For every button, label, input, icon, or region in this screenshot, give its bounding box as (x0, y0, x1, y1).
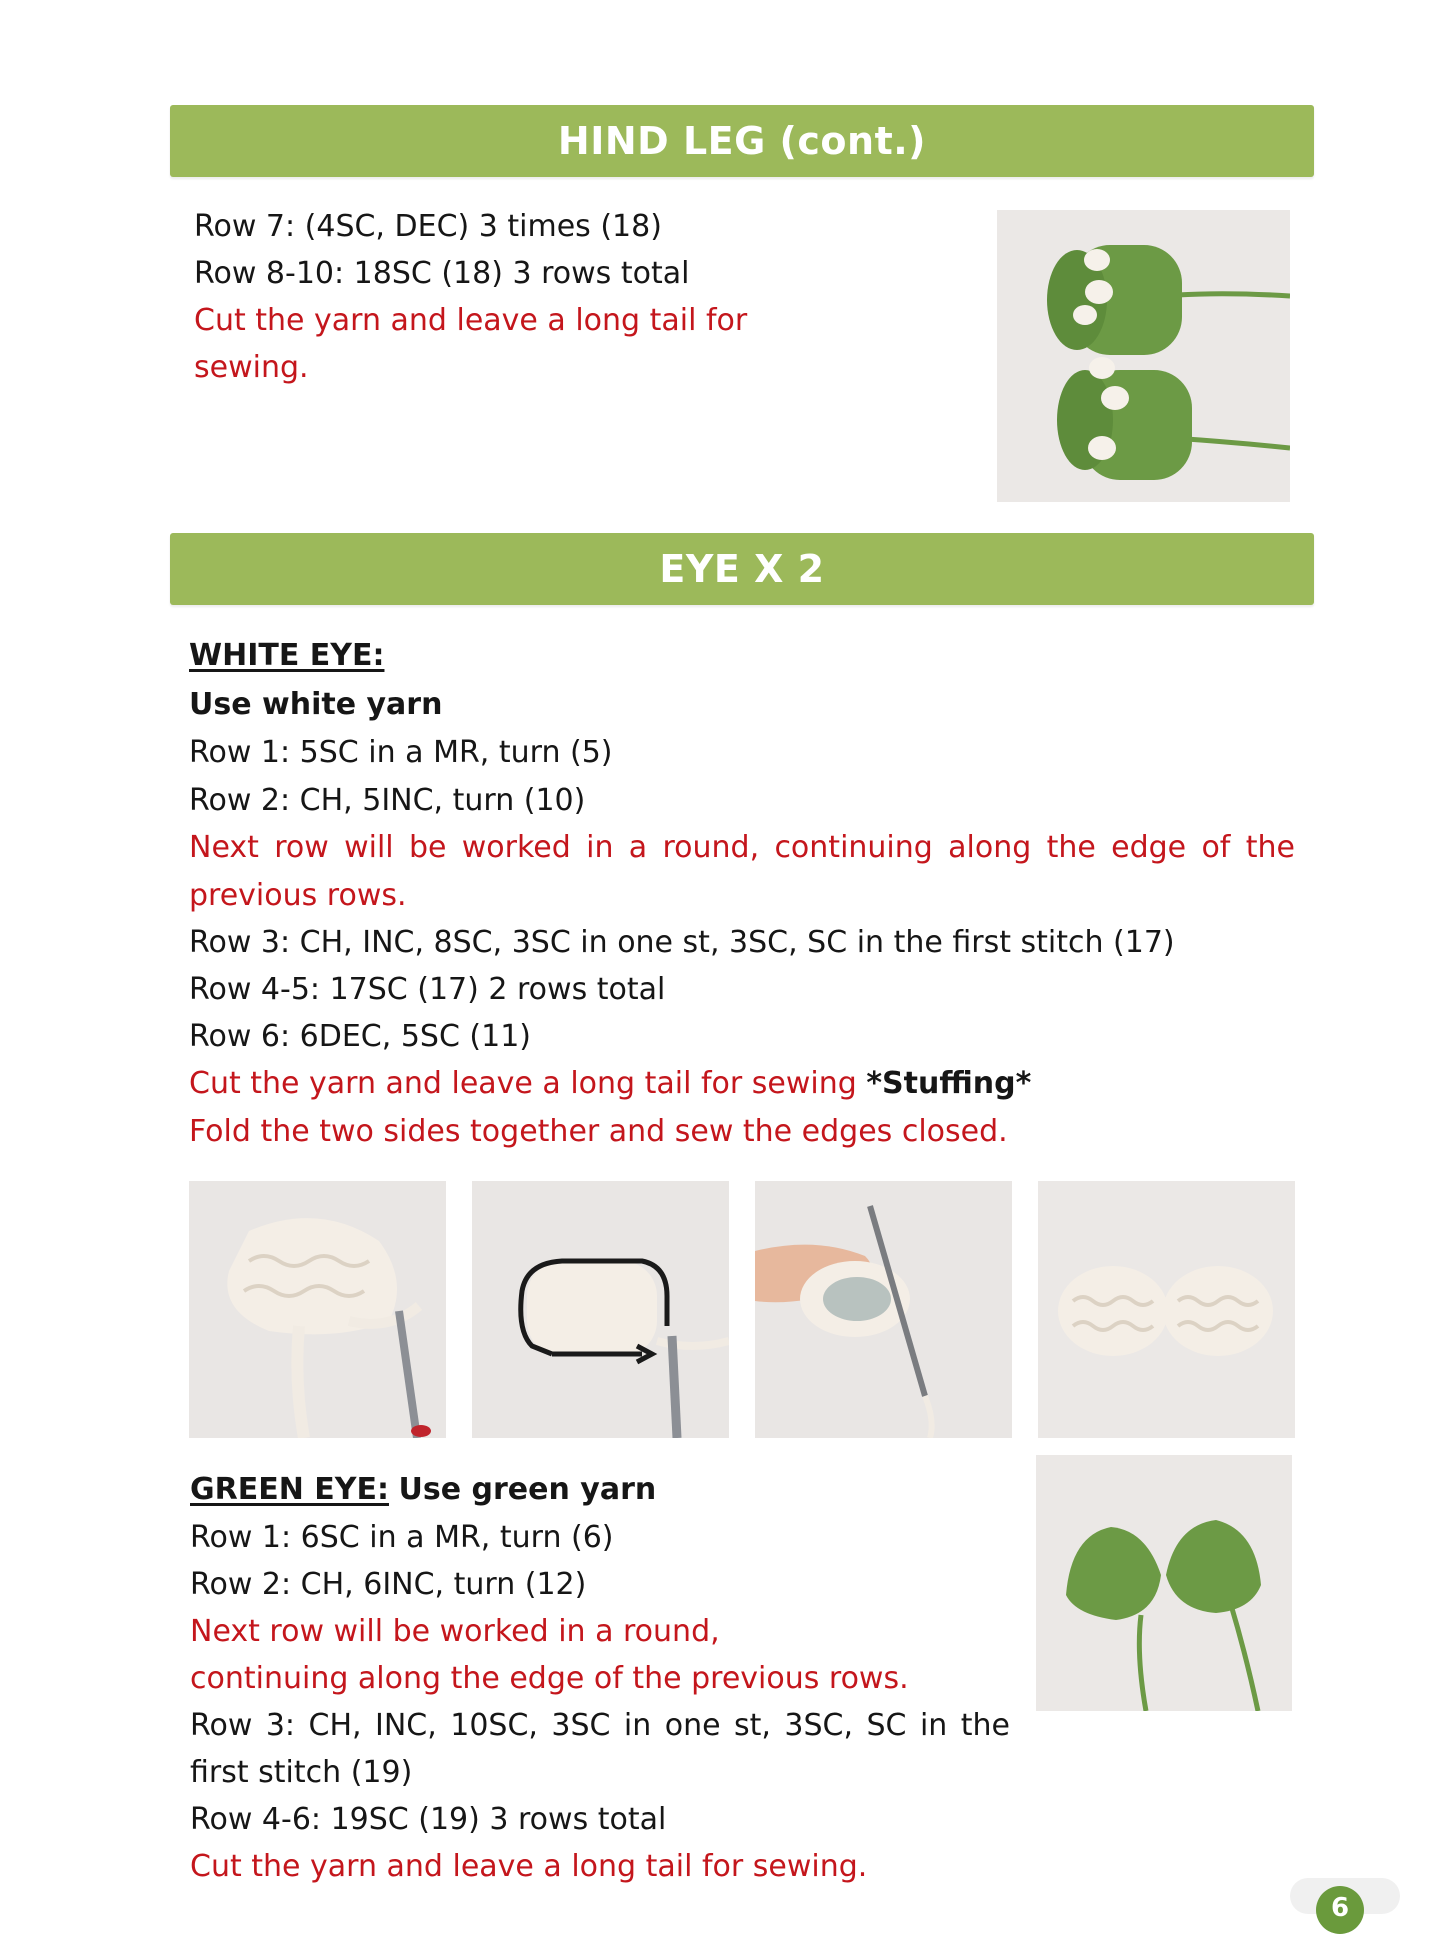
green-eye-heading: GREEN EYE: (190, 1472, 389, 1507)
instruction-note: previous rows. (189, 878, 407, 913)
note-word: worked (461, 830, 571, 865)
hind-leg-photo (997, 210, 1290, 502)
row-word: st, (734, 1708, 771, 1743)
note-word: the (1046, 830, 1096, 865)
note-word: continuing (774, 830, 933, 865)
note-word: along (948, 830, 1032, 865)
pattern-row: first stitch (19) (190, 1755, 413, 1790)
note-word: a (628, 830, 648, 865)
white-eye-yarn: Use white yarn (189, 687, 443, 722)
row-word: SC (866, 1708, 907, 1743)
pattern-row: Row 7: (4SC, DEC) 3 times (18) (194, 209, 662, 244)
white-eye-step-photo-4 (1038, 1181, 1295, 1438)
section-banner-eye (170, 533, 1314, 605)
note-word: of (1201, 830, 1231, 865)
instruction-note: Cut the yarn and leave a long tail for sewing. (190, 1849, 868, 1884)
cut-note: Cut the yarn and leave a long tail for sewing (189, 1066, 857, 1101)
row-word: one (664, 1708, 721, 1743)
note-word: the (1245, 830, 1295, 865)
note-word: row (274, 830, 329, 865)
row-word: 3SC (551, 1708, 611, 1743)
pattern-row: Row 6: 6DEC, 5SC (11) (189, 1019, 532, 1054)
instruction-note: Cut the yarn and leave a long tail for (194, 303, 748, 338)
instruction-note: continuing along the edge of the previous rows. (190, 1661, 909, 1696)
row-word: 3: (265, 1708, 296, 1743)
instruction-note: Next row will be worked in a round, (190, 1614, 720, 1649)
note-word: edge (1111, 830, 1187, 865)
section-banner-hind-leg (170, 105, 1314, 177)
pattern-row: Row 4-6: 19SC (19) 3 rows total (190, 1802, 667, 1837)
row-word: the (960, 1708, 1010, 1743)
instruction-note-line (189, 1060, 1031, 1107)
row-word: Row (190, 1708, 253, 1743)
row-word: 3SC, (784, 1708, 854, 1743)
white-eye-step-photo-1 (189, 1181, 446, 1438)
instruction-note: Fold the two sides together and sew the edges closed. (189, 1114, 1008, 1149)
pattern-row: Row 1: 6SC in a MR, turn (6) (190, 1520, 614, 1555)
green-eye-yarn: Use green yarn (398, 1472, 657, 1507)
stuffing-label: *Stuffing* (866, 1066, 1032, 1101)
section-title: EYE X 2 (659, 547, 825, 591)
white-eye-step-photo-2 (472, 1181, 729, 1438)
note-word: be (408, 830, 447, 865)
row-word: in (623, 1708, 652, 1743)
row-word: CH, (308, 1708, 362, 1743)
pattern-row: Row 1: 5SC in a MR, turn (5) (189, 735, 613, 770)
pattern-row (190, 1702, 1010, 1749)
instruction-note (189, 824, 1295, 871)
green-eye-header-line (190, 1466, 656, 1513)
row-word: 10SC, (450, 1708, 538, 1743)
pattern-row: Row 8-10: 18SC (18) 3 rows total (194, 256, 690, 291)
white-eye-heading: WHITE EYE: (189, 638, 385, 673)
green-eye-photo (1036, 1455, 1292, 1711)
note-word: round, (662, 830, 760, 865)
instruction-note: sewing. (194, 350, 309, 385)
section-title: HIND LEG (cont.) (557, 119, 927, 163)
pattern-row: Row 3: CH, INC, 8SC, 3SC in one st, 3SC, SC in the first stitch (17) (189, 925, 1175, 960)
note-word: in (586, 830, 614, 865)
row-word: INC, (375, 1708, 437, 1743)
white-eye-step-photo-3 (755, 1181, 1012, 1438)
pattern-row: Row 2: CH, 5INC, turn (10) (189, 783, 586, 818)
note-word: will (344, 830, 394, 865)
page-number-badge: 6 (1316, 1886, 1364, 1934)
pattern-row: Row 2: CH, 6INC, turn (12) (190, 1567, 587, 1602)
row-word: in (919, 1708, 948, 1743)
pattern-row: Row 4-5: 17SC (17) 2 rows total (189, 972, 666, 1007)
note-word: Next (189, 830, 259, 865)
